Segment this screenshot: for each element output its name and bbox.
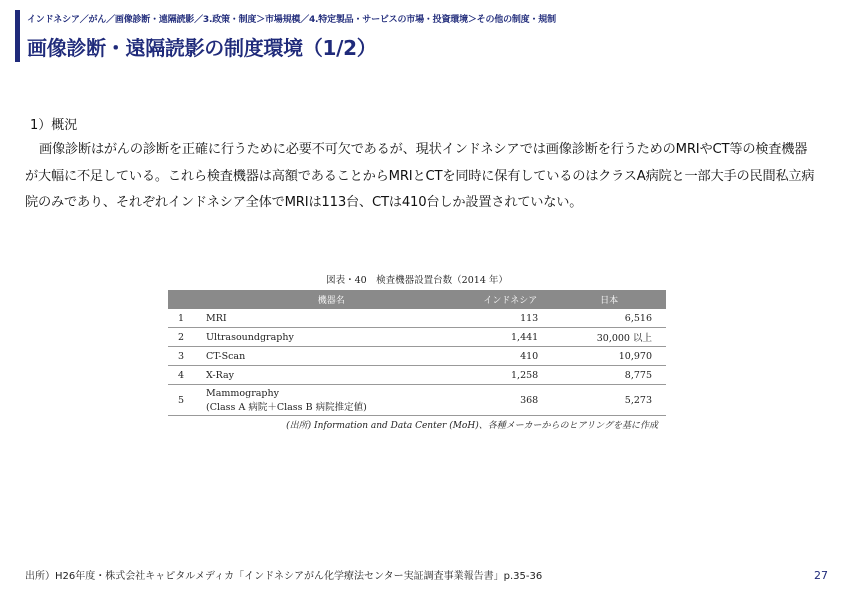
table-row — [168, 385, 666, 416]
header-japan: 日本 — [552, 290, 666, 309]
footer-source: 出所）H26年度・株式会社キャピタルメディカ「インドネシアがん化学療法センター実証調査事業報告書」p.35-36 — [25, 571, 543, 582]
table-source-note: (出所) Information and Data Center (MoH)、各種メーカーからのヒアリングを基に作成 — [286, 421, 658, 431]
japan-count: 6,516 — [552, 309, 666, 328]
table-header-row — [168, 290, 666, 309]
equipment-table-figure — [168, 274, 666, 431]
indonesia-count: 1,441 — [469, 328, 553, 347]
section-heading: 1）概況 — [30, 118, 78, 133]
indonesia-count: 113 — [469, 309, 553, 328]
body-paragraph: 画像診断はがんの診断を正確に行うために必要不可欠であるが、現状インドネシアでは画像診断を行うためのMRIやCT等の検査機器が大幅に不足している。これら検査機器は高額であることからMRIとCTを同時に保有しているのはクラスA病院と一部大手の民間私立病院のみであり、それぞれインドネシア全体でMRIは113台、CTは410台しか設置されていない。 — [25, 142, 815, 210]
header-number — [168, 290, 194, 309]
japan-count: 5,273 — [552, 385, 666, 416]
indonesia-count: 410 — [469, 347, 553, 366]
row-number: 2 — [168, 328, 194, 347]
row-number: 4 — [168, 366, 194, 385]
equipment-name: X-Ray — [194, 366, 469, 385]
japan-count: 8,775 — [552, 366, 666, 385]
equipment-name: Ultrasoundgraphy — [194, 328, 469, 347]
equipment-name: Mammography — [206, 387, 279, 399]
equipment-name-note: (Class A 病院＋Class B 病院推定値) — [206, 401, 367, 413]
table-row — [168, 309, 666, 328]
equipment-table — [168, 290, 666, 416]
table-row — [168, 347, 666, 366]
indonesia-count: 368 — [469, 385, 553, 416]
header-equipment-name: 機器名 — [194, 290, 469, 309]
page-number: 27 — [814, 569, 828, 582]
equipment-name: MRI — [194, 309, 469, 328]
header-indonesia: インドネシア — [469, 290, 553, 309]
table-caption: 図表・40 検査機器設置台数（2014 年） — [326, 275, 508, 286]
equipment-name-cell — [194, 385, 469, 416]
indonesia-count: 1,258 — [469, 366, 553, 385]
title-accent-bar — [15, 10, 20, 62]
table-row — [168, 328, 666, 347]
japan-count: 10,970 — [552, 347, 666, 366]
breadcrumb: インドネシア／がん／画像診断・遠隔読影／3.政策・制度＞市場規模／4.特定製品・サービスの市場・投資環境＞その他の制度・規制 — [27, 15, 556, 25]
table-row — [168, 366, 666, 385]
row-number: 5 — [168, 385, 194, 416]
page-title: 画像診断・遠隔読影の制度環境（1/2） — [27, 36, 377, 60]
row-number: 3 — [168, 347, 194, 366]
equipment-name: CT-Scan — [194, 347, 469, 366]
japan-count: 30,000 以上 — [552, 328, 666, 347]
row-number: 1 — [168, 309, 194, 328]
